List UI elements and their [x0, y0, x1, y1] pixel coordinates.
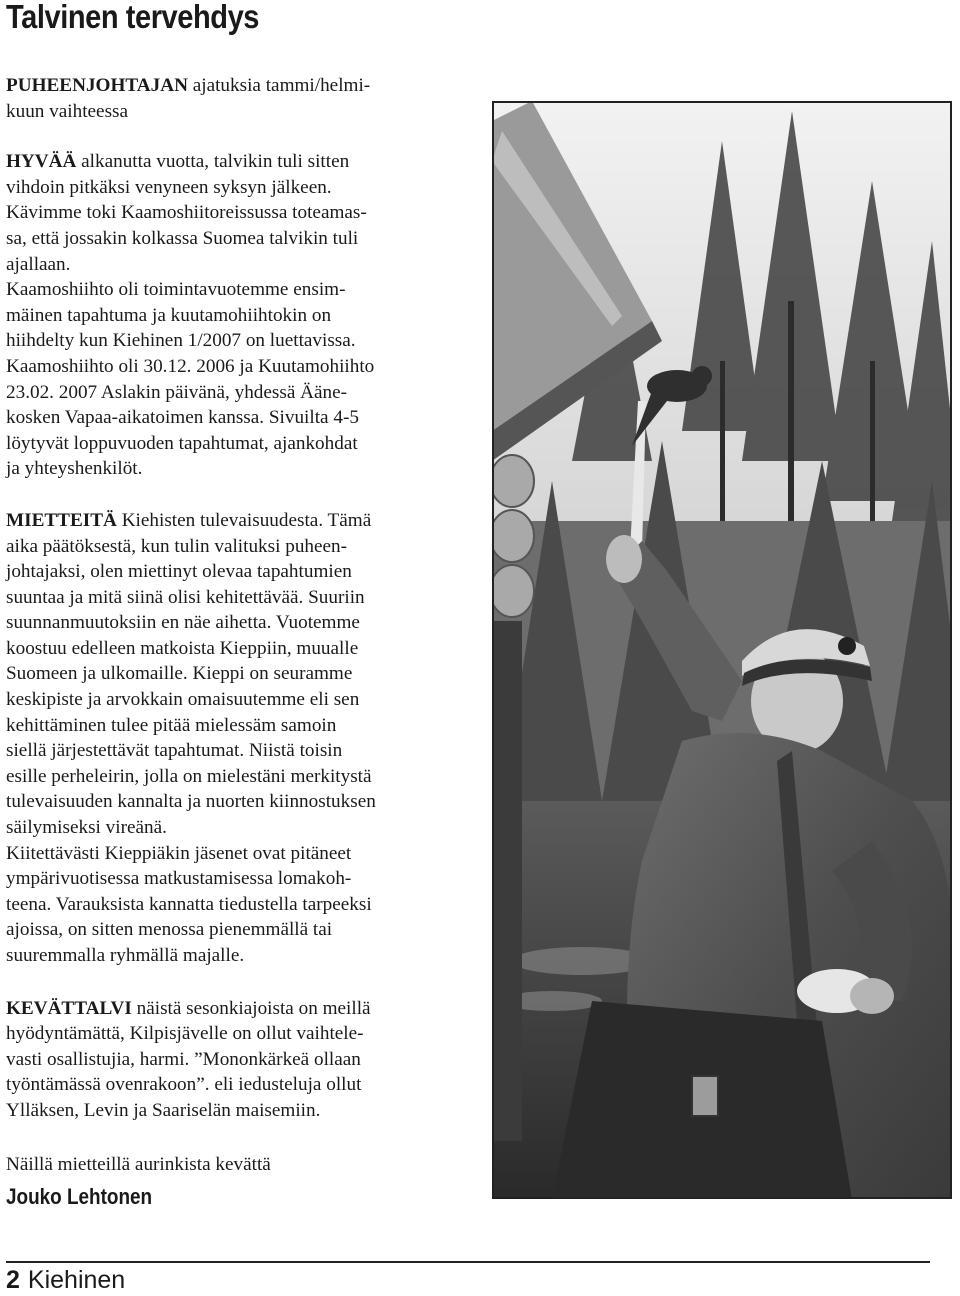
text-line: suunnanmuutoksiin en näe aihetta. Vuotemme — [6, 612, 360, 634]
text-line: kehittäminen tulee pitää mielessäm samoin — [6, 714, 337, 736]
text-line: ajatuksia tammi/helmi- — [187, 75, 371, 96]
paragraph-lead: MIETTEITÄ — [6, 509, 117, 531]
text-line: säilymiseksi vireänä. — [6, 817, 167, 839]
text-line: mäinen tapahtuma ja kuutamohiihtokin on — [6, 304, 332, 326]
paragraph-lead: KEVÄTTALVI — [6, 997, 132, 1019]
text-line: hyödyntämättä, Kilpisjävelle on ollut vaihtele- — [6, 1023, 364, 1045]
paragraph-chairman-intro — [6, 73, 472, 124]
text-line: Kiehisten tulevaisuudesta. Tämä — [116, 509, 372, 531]
text-line: alkanutta vuotta, talvikin tuli sitten — [76, 151, 350, 173]
text-line: ajallaan. — [6, 253, 71, 275]
text-line: Ylläksen, Levin ja Saariselän maisemiin. — [6, 1099, 321, 1121]
paragraph-thoughts — [6, 508, 472, 969]
text-line: Suomeen ja ulkomaille. Kieppi on seuramme — [6, 663, 353, 685]
photo-man-feeding-bird — [492, 101, 952, 1199]
text-line: kuun vaihteessa — [6, 100, 129, 122]
text-line: suuremmalla ryhmällä majalle. — [6, 945, 245, 966]
author-signature: Jouko Lehtonen — [6, 1184, 153, 1210]
article-body — [6, 73, 472, 1210]
text-line: aika päätöksestä, kun tulin valituksi puheen- — [6, 535, 348, 557]
paragraph-lead: HYVÄÄ — [6, 151, 77, 173]
article-title: Talvinen tervehdys — [6, 0, 260, 35]
closing-line: Näillä mietteillä aurinkista kevättä — [6, 1153, 271, 1175]
text-line: kosken Vapaa-aikatoimen kanssa. Sivuilta 4-5 — [6, 407, 359, 429]
text-line: koostuu edelleen matkoista Kieppiin, muualle — [6, 637, 359, 659]
text-line: tulevaisuuden kannalta ja nuorten kiinnostuksen — [6, 791, 376, 813]
text-line: ja yhteyshenkilöt. — [6, 458, 143, 480]
footer-rule — [6, 1261, 930, 1263]
text-line: ympärivuotisessa matkustamisessa lomakoh- — [6, 868, 352, 890]
page-number: 2 — [6, 1266, 20, 1294]
text-line: työntämässä ovenrakoon”. eli iedusteluja ollut — [6, 1074, 362, 1096]
text-line: Kaamoshiihto oli 30.12. 2006 ja Kuutamohiihto — [6, 355, 375, 377]
paragraph-greeting — [6, 149, 472, 482]
text-line: näistä sesonkiajoista on meillä — [131, 997, 371, 1019]
text-line: Kaamoshiihto oli toimintavuotemme ensim- — [6, 279, 346, 301]
text-line: vihdoin pitkäksi venyneen syksyn jälkeen. — [6, 176, 332, 198]
text-line: Kävimme toki Kaamoshiitoreissussa toteamas- — [6, 202, 367, 224]
text-line: teena. Varauksista kannatta tiedustella tarpeeksi — [6, 893, 372, 915]
text-line: siellä järjestettävät tapahtumat. Niistä toisin — [6, 740, 343, 762]
text-line: hiihdelty kun Kiehinen 1/2007 on luettavissa. — [6, 330, 356, 352]
text-line: esille perheleirin, jolla on mielestäni merkitystä — [6, 765, 372, 787]
text-line: suuntaa ja mitä siinä olisi kehitettävää. Suuriin — [6, 586, 365, 608]
text-line: Kiitettävästi Kieppiäkin jäsenet ovat pitäneet — [6, 842, 352, 864]
text-line: 23.02. 2007 Aslakin päivänä, yhdessä Ääne- — [6, 381, 348, 403]
publication-name: Kiehinen — [27, 1266, 126, 1294]
text-line: löytyvät loppuvuoden tapahtumat, ajankohdat — [6, 432, 358, 454]
text-line: ajoissa, on sitten menossa pienemmällä tai — [6, 919, 333, 941]
paragraph-lead: PUHEENJOHTAJAN — [6, 75, 188, 96]
text-line: vasti osallistujia, harmi. ”Mononkärkeä ollaan — [6, 1048, 361, 1070]
paragraph-late-winter — [6, 996, 472, 1124]
page-footer — [6, 1264, 125, 1296]
photo-illustration — [492, 101, 952, 1199]
text-line: keskipiste ja arvokkain omaisuutemme eli sen — [6, 689, 360, 711]
text-line: johtajaksi, olen miettinyt olevaa tapahtumien — [6, 561, 352, 583]
text-line: sa, että jossakin kolkassa Suomea talvikin tuli — [6, 227, 359, 249]
